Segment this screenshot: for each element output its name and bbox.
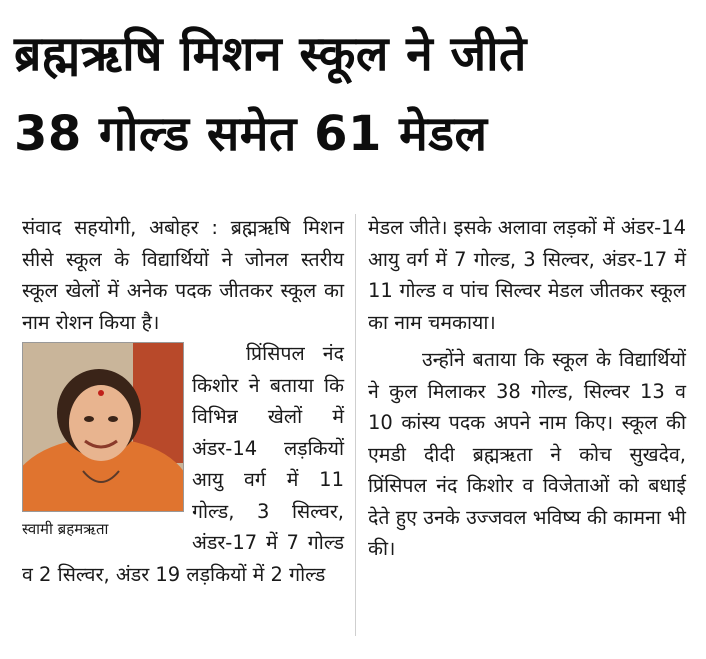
paragraph-intro: संवाद सहयोगी, अबोहर : ब्रह्मऋषि मिशन सीसे स्कूल के विद्यार्थियों ने जोनल स्तरीय स्कूल खेलों में अनेक पदक जीतकर स्कूल का नाम रोशन किया है। <box>22 216 344 334</box>
portrait-illustration <box>23 343 183 511</box>
paragraph-boys-medals: मेडल जीते। इसके अलावा लड़कों में अंडर-14 आयु वर्ग में 7 गोल्ड, 3 सिल्वर, अंडर-17 में 11 गोल्ड व पांच सिल्वर मेडल जीतकर स्कूल का नाम चमकाया। <box>368 216 686 334</box>
headline-line-1: ब्रह्मऋषि मिशन स्कूल ने जीते <box>14 26 527 82</box>
article-column-2 <box>368 212 686 565</box>
portrait-photo <box>22 342 184 512</box>
column-divider <box>355 214 356 636</box>
headline <box>14 14 694 174</box>
photo-caption: स्वामी ब्रहमऋता <box>22 520 109 538</box>
paragraph-total-medals: उन्होंने बताया कि स्कूल के विद्यार्थियों ने कुल मिलाकर 38 गोल्ड, सिल्वर 13 व 10 कांस्य पदक अपने नाम किए। स्कूल की एमडी दीदी ब्रह्मऋता ने कोच सुखदेव, प्रिंसिपल नंद किशोर व विजेताओं को बधाई देते हुए उनके उज्जवल भविष्य की कामना भी की। <box>368 348 686 560</box>
headline-line-2: 38 गोल्ड समेत 61 मेडल <box>14 106 488 162</box>
paragraph-principal: प्रिंसिपल नंद किशोर ने बताया कि विभिन्न खेलों में अंडर-14 लड़कियों आयु वर्ग में 11 गोल्ड, 3 सिल्वर, अंडर-17 में 7 गोल्ड व 2 सिल्वर, अंडर 19 लड़कियों में 2 गोल्ड <box>22 342 344 586</box>
article-column-1 <box>22 212 344 590</box>
photo-figure <box>22 342 182 546</box>
